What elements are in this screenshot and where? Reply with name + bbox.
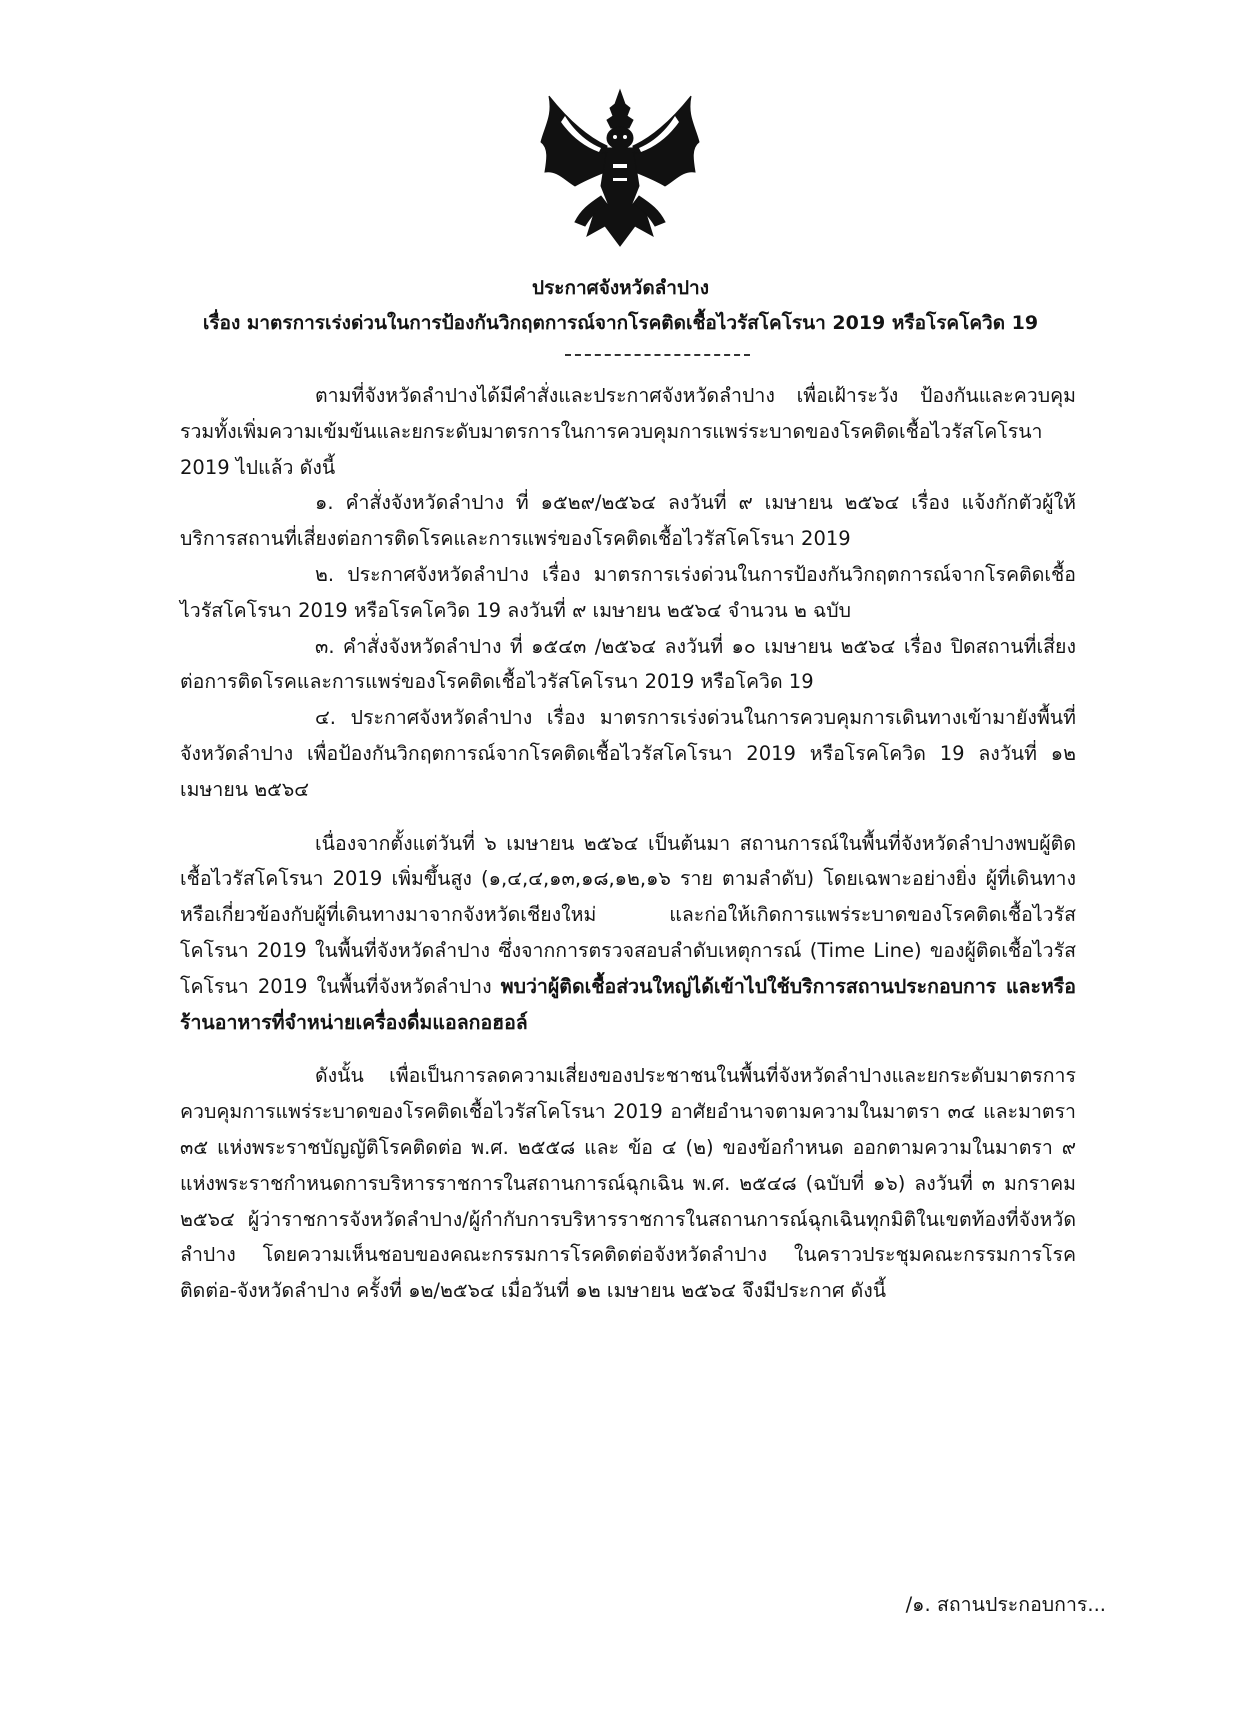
document-body bbox=[180, 378, 1076, 1309]
list-item: ๔. ประกาศจังหวัดลำปาง เรื่อง มาตรการเร่งด่วนในการควบคุมการเดินทางเข้ามายังพื้นที่จังหวัดลำปาง เพื่อป้องกันวิกฤตการณ์จากโรคติดเชื้อไวรัสโคโรนา 2019 หรือโรคโควิด 19 ลงวันที่ ๑๒ เมษายน ๒๕๖๔ bbox=[180, 706, 1076, 801]
situation-paragraph bbox=[180, 826, 1076, 1041]
conclusion-paragraph: ดังนั้น เพื่อเป็นการลดความเสี่ยงของประชาชนในพื้นที่จังหวัดลำปางและยกระดับมาตรการควบคุมการแพร่ระบาดของโรคติดเชื้อไวรัสโคโรนา 2019 อาศัยอำนาจตามความในมาตรา ๓๔ และมาตรา ๓๕ แห่งพระราชบัญญัติโรคติดต่อ พ.ศ. ๒๕๕๘ และ ข้อ ๔ (๒) ของข้อกำหนด ออกตามความในมาตรา ๙ แห่งพระราชกำหนดการบริหารราชการในสถานการณ์ฉุกเฉิน พ.ศ. ๒๕๔๘ (ฉบับที่ ๑๖) ลงวันที่ ๓ มกราคม ๒๕๖๔ ผู้ว่าราชการจังหวัดลำปาง/ผู้กำกับการบริหารราชการในสถานการณ์ฉุกเฉินทุกมิติในเขตท้องที่จังหวัดลำปาง โดยความเห็นชอบของคณะกรรมการโรคติดต่อจังหวัดลำปาง ในคราวประชุมคณะกรรมการโรคติดต่อ-จังหวัดลำปาง ครั้งที่ ๑๒/๒๕๖๔ เมื่อวันที่ ๑๒ เมษายน ๒๕๖๔ จึงมีประกาศ ดังนี้ bbox=[180, 1064, 1076, 1303]
document-subject: เรื่อง มาตรการเร่งด่วนในการป้องกันวิกฤตการณ์จากโรคติดเชื้อไวรัสโคโรนา 2019 หรือโรคโควิด 19 bbox=[202, 312, 1039, 334]
intro-paragraph: ตามที่จังหวัดลำปางได้มีคำสั่งและประกาศจังหวัดลำปาง เพื่อเฝ้าระวัง ป้องกันและควบคุม รวมทั้งเพิ่มความเข้มข้นและยกระดับมาตรการในการควบคุมการแพร่ระบาดของโรคติดเชื้อไวรัสโคโรนา 2019 ไปแล้ว ดังนี้ bbox=[180, 384, 1076, 479]
situation-emphasis: พบว่าผู้ติดเชื้อส่วนใหญ่ได้เข้าไปใช้บริการสถานประกอบการ และหรือร้านอาหารที่จำหน่ายเครื่องดื่มแอลกอฮอล์ bbox=[180, 974, 1076, 1034]
list-item: ๒. ประกาศจังหวัดลำปาง เรื่อง มาตรการเร่งด่วนในการป้องกันวิกฤตการณ์จากโรคติดเชื้อไวรัสโคโรนา 2019 หรือโรคโควิด 19 ลงวันที่ ๙ เมษายน ๒๕๖๔ จำนวน ๒ ฉบับ bbox=[180, 562, 1076, 622]
situation-text: เนื่องจากตั้งแต่วันที่ ๖ เมษายน ๒๕๖๔ เป็นต้นมา สถานการณ์ในพื้นที่จังหวัดลำปางพบผู้ติดเชื้อไวรัสโคโรนา 2019 เพิ่มขึ้นสูง (๑,๔,๔,๑๓,๑๘,๑๒,๑๖ ราย ตามลำดับ) โดยเฉพาะอย่างยิ่ง ผู้ที่เดินทางหรือเกี่ยวข้องกับผู้ที่เดินทางมาจากจังหวัดเชียงใหม่ และก่อให้เกิดการแพร่ระบาดของโรคติดเชื้อไวรัสโคโรนา 2019 ในพื้นที่จังหวัดลำปาง ซึ่งจากการตรวจสอบลำดับเหตุการณ์ (Time Line) ของผู้ติดเชื้อไวรัสโคโรนา 2019 ในพื้นที่จังหวัดลำปาง bbox=[180, 831, 1076, 998]
continuation-note: /๑. สถานประกอบการ... bbox=[905, 1593, 1106, 1616]
list-item: ๓. คำสั่งจังหวัดลำปาง ที่ ๑๕๔๓ /๒๕๖๔ ลงวันที่ ๑๐ เมษายน ๒๕๖๔ เรื่อง ปิดสถานที่เสี่ยงต่อการติดโรคและการแพร่ของโรคติดเชื้อไวรัสโคโรนา 2019 หรือโควิด 19 bbox=[180, 634, 1076, 694]
list-item: ๑. คำสั่งจังหวัดลำปาง ที่ ๑๕๒๙/๒๕๖๔ ลงวันที่ ๙ เมษายน ๒๕๖๔ เรื่อง แจ้งกักตัวผู้ให้บริการสถานที่เสี่ยงต่อการติดโรคและการแพร่ของโรคติดเชื้อไวรัสโคโรนา 2019 bbox=[180, 491, 1076, 551]
garuda-emblem-icon bbox=[535, 86, 705, 256]
document-title: ประกาศจังหวัดลำปาง bbox=[532, 277, 709, 299]
title-divider bbox=[565, 354, 750, 356]
